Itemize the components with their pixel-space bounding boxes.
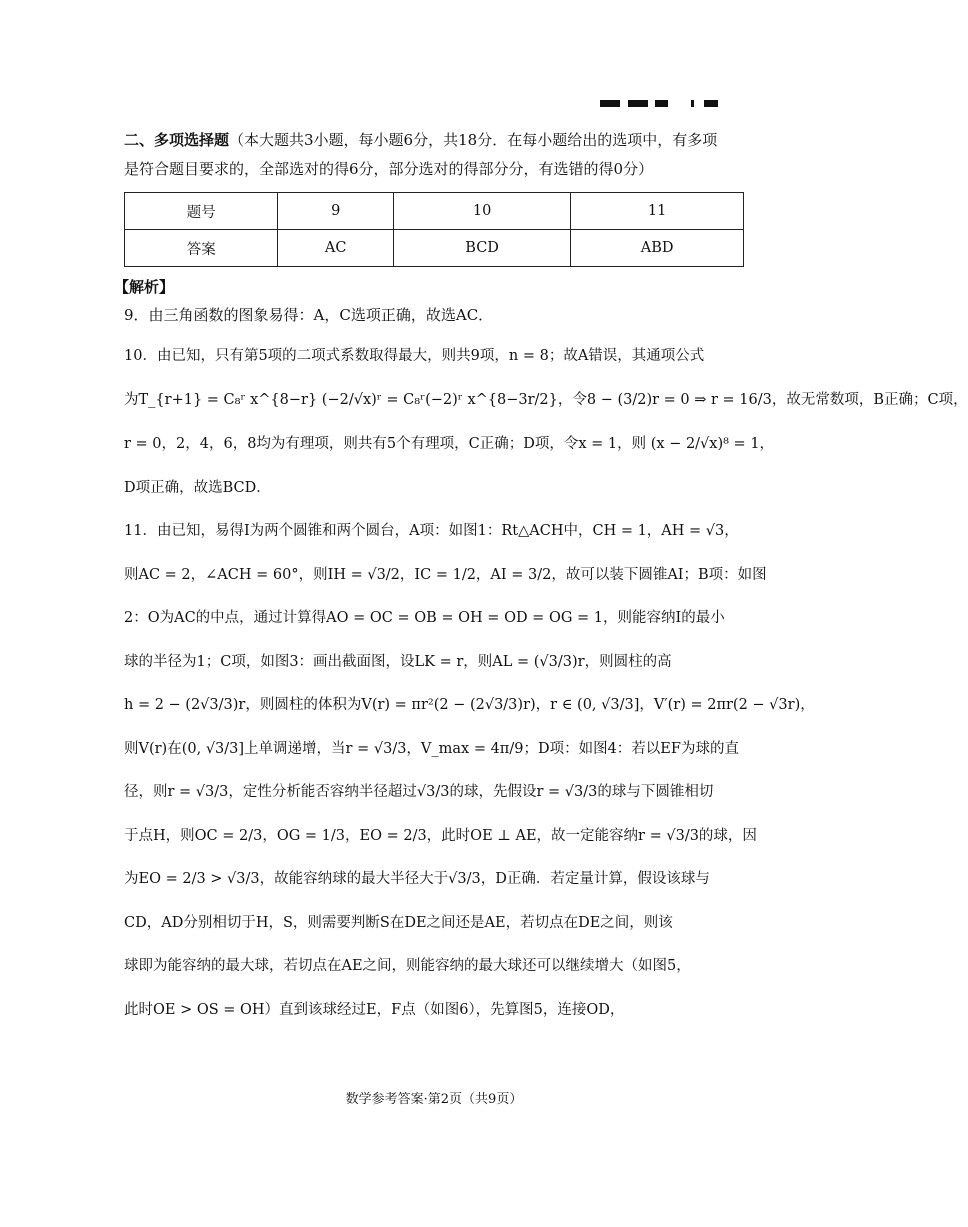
header-mark-2 — [628, 100, 648, 107]
q10-line-3: r = 0，2，4，6，8均为有理项，则共有5个有理项，C正确；D项，令x = 1，则 (x − 2/√x)⁸ = 1， — [124, 436, 775, 452]
q11-line-6: 则V(r)在(0, √3/3]上单调递增，当r = √3/3，V_max = 4π/9；D项：如图4：若以EF为球的直 — [124, 740, 739, 757]
q11-line-2: 则AC = 2，∠ACH = 60°，则IH = √3/2，IC = 1/2，AI = 3/2，故可以装下圆锥AI；B项：如图 — [124, 566, 767, 583]
section-title-bold: 二、多项选择题 — [124, 131, 230, 149]
answer-10: BCD — [393, 230, 570, 267]
header-mark-3 — [655, 100, 668, 107]
section-title-rest: （本大题共3小题，每小题6分，共18分．在每小题给出的选项中，有多项 — [229, 131, 718, 149]
section-title — [124, 126, 744, 155]
header-mark-1 — [600, 100, 620, 107]
analysis-label: 【解析】 — [114, 278, 175, 296]
q11-line-1: 11．由已知，易得I为两个圆锥和两个圆台，A项：如图1：Rt△ACH中，CH = 1，AH = √3， — [124, 523, 739, 539]
q11-line-10: CD，AD分别相切于H，S，则需要判断S在DE之间还是AE，若切点在DE之间，则该 — [124, 914, 673, 931]
q11-line-5: h = 2 − (2√3/3)r，则圆柱的体积为V(r) = πr²(2 − (2√3/3)r)，r ∈ (0, √3/3]，V′(r) = 2πr(2 − √3r)， — [124, 697, 815, 713]
answer-11: ABD — [571, 230, 744, 267]
q11-solution — [124, 510, 815, 1032]
table-row — [125, 230, 744, 267]
q11-line-4: 球的半径为1；C项，如图3：画出截面图，设LK = r，则AL = (√3/3)r，则圆柱的高 — [124, 653, 672, 670]
table-row — [125, 193, 744, 230]
answer-9: AC — [278, 230, 394, 267]
q10-line-1: 10．由已知，只有第5项的二项式系数取得最大，则共9项，n = 8；故A错误，其通项公式 — [124, 348, 705, 364]
q11-line-9: 为EO = 2/3 > √3/3，故能容纳球的最大半径大于√3/3，D正确．若定量计算，假设该球与 — [124, 871, 710, 887]
q10-line-2: 为T_{r+1} = C₈ʳ x^{8−r} (−2/√x)ʳ = C₈ʳ(−2)ʳ x^{8−3r/2}，令8 − (3/2)r = 0 ⇒ r = 16/3，故无常数项，B正确；C项， — [124, 392, 968, 408]
q11-line-3: 2：O为AC的中点，通过计算得AO = OC = OB = OH = OD = OG = 1，则能容纳I的最小 — [124, 610, 725, 626]
answer-table — [124, 192, 744, 267]
page-footer: 数学参考答案·第2页（共9页） — [345, 1092, 523, 1107]
q11-line-12: 此时OE > OS = OH）直到该球经过E，F点（如图6），先算图5，连接OD， — [124, 1001, 625, 1018]
q10-solution — [124, 334, 968, 510]
header-mark-5 — [704, 100, 718, 107]
answer-content — [114, 126, 968, 1032]
question-11: 11 — [571, 193, 744, 230]
row-label-question: 题号 — [125, 193, 278, 230]
section-title-line2: 是符合题目要求的，全部选对的得6分，部分选对的得部分分，有选错的得0分） — [124, 160, 654, 178]
q11-line-11: 球即为能容纳的最大球，若切点在AE之间，则能容纳的最大球还可以继续增大（如图5， — [124, 958, 691, 974]
q9-solution: 9．由三角函数的图象易得：A，C选项正确，故选AC． — [124, 306, 494, 324]
q11-line-7: 径，则r = √3/3，定性分析能否容纳半径超过√3/3的球，先假设r = √3/3的球与下圆锥相切 — [124, 784, 714, 800]
question-9: 9 — [278, 193, 394, 230]
header-mark-4 — [691, 100, 694, 107]
row-label-answer: 答案 — [125, 230, 278, 267]
q11-line-8: 于点H，则OC = 2/3，OG = 1/3，EO = 2/3，此时OE ⊥ AE，故一定能容纳r = √3/3的球，因 — [124, 827, 757, 844]
q10-line-4: D项正确，故选BCD． — [124, 480, 271, 496]
question-10: 10 — [393, 193, 570, 230]
